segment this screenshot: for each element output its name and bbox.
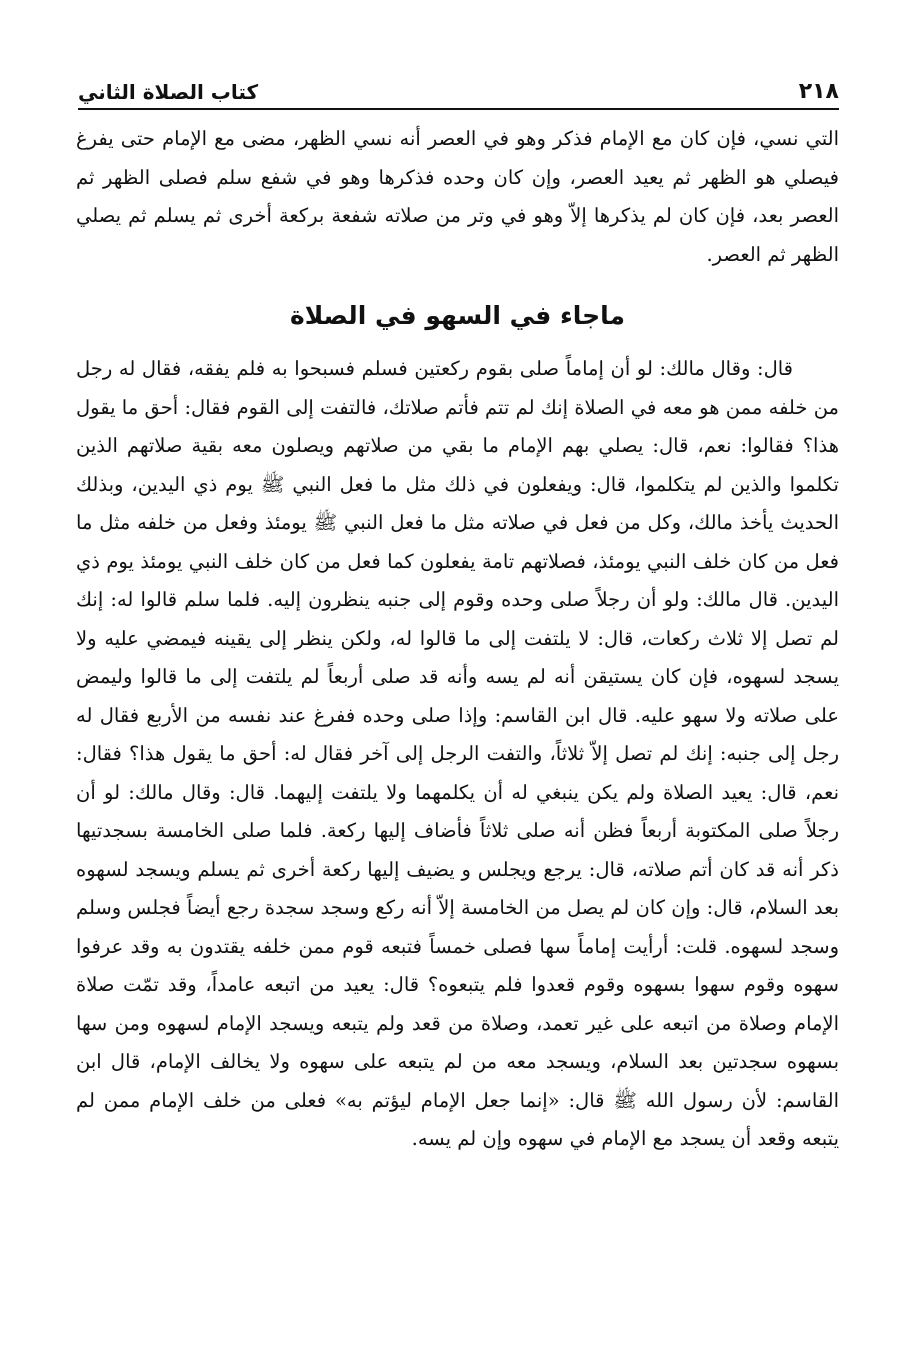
page-header — [78, 62, 839, 110]
body-paragraph: قال: وقال مالك: لو أن إماماً صلى بقوم ركعتين فسلم فسبحوا به فلم يفقه، فقال له رجل من خلفه ممن هو معه في الصلاة إنك لم تتم فأتم صلاتك، فالتفت إلى القوم فقال: أحق ما يقول هذا؟ فقالوا: نعم، قال: يصلي بهم الإمام ما بقي من صلاتهم ويصلون معه بقية صلاتهم الذين تكلموا والذين لم يتكلموا، قال: ويفعلون في ذلك مثل ما فعل النبي ﷺ يوم ذي اليدين، وبذلك الحديث يأخذ مالك، وكل من فعل في صلاته مثل ما فعل النبي ﷺ يومئذ وفعل من خلفه مثل ما فعل من كان خلف النبي يومئذ، فصلاتهم تامة يفعلون كما فعل من كان خلف النبي يومئذ يوم ذي اليدين. قال مالك: ولو أن رجلاً صلى وحده وقوم إلى جنبه ينظرون إليه. فلما سلم قالوا له: إنك لم تصل إلا ثلاث ركعات، قال: لا يلتفت إلى ما قالوا له، ولكن ينظر إلى يقينه فيمضي عليه ولا يسجد لسهوه، فإن كان يستيقن أنه لم يسه وأنه قد صلى أربعاً لم يلتفت إلى ما قالوا وليمض على صلاته ولا سهو عليه. قال ابن القاسم: وإذا صلى وحده ففرغ عند نفسه من الأربع فقال له رجل إلى جنبه: إنك لم تصل إلاّ ثلاثاً، والتفت الرجل إلى آخر فقال له: أحق ما يقول هذا؟ فقال: نعم، قال: يعيد الصلاة ولم يكن ينبغي له أن يكلمهما ولا يلتفت إليهما. قال: وقال مالك: لو أن رجلاً صلى المكتوبة أربعاً فظن أنه صلى ثلاثاً فأضاف إليها ركعة. فلما صلى الخامسة بسجدتيها ذكر أنه قد كان أتم صلاته، قال: يرجع ويجلس و يضيف إليها ركعة أخرى ثم يسلم ويسجد لسهوه بعد السلام، قال: وإن كان لم يصل من الخامسة إلاّ أنه ركع وسجد سجدة رجع أيضاً فجلس وسلم وسجد لسهوه. قلت: أرأيت إماماً سها فصلى خمساً فتبعه قوم ممن خلفه يقتدون به وقد عرفوا سهوه وقوم سهوا بسهوه وقوم قعدوا فلم يتبعوه؟ قال: يعيد من اتبعه عامداً، وقد تمّت صلاة الإمام وصلاة من اتبعه على غير تعمد، وصلاة من قعد ولم يتبعه ويسجد الإمام لسهوه ومن سها بسهوه سجدتين بعد السلام، ويسجد معه من لم يتبعه على سهوه ولا يخالف الإمام، قال ابن القاسم: لأن رسول الله ﷺ قال: «إنما جعل الإمام ليؤتم به» فعلى من خلف الإمام ممن لم يتبعه وقعد أن يسجد مع الإمام في سهوه وإن لم يسه. — [76, 357, 839, 1150]
page-number: ٢١٨ — [798, 79, 839, 104]
intro-paragraph: التي نسي، فإن كان مع الإمام فذكر وهو في العصر أنه نسي الظهر، مضى مع الإمام حتى يفرغ فيصلي هو الظهر ثم يعيد العصر، وإن كان وحده فذكرها وهو في شفع سلم فصلى الظهر ثم العصر بعد، فإن كان لم يذكرها إلاّ وهو في وتر من صلاته شفعة بركعة أخرى ثم يسلم ثم يصلي الظهر ثم العصر. — [76, 127, 839, 266]
book-title: كتاب الصلاة الثاني — [78, 80, 259, 104]
page-content — [76, 120, 839, 1159]
section-title: ماجاء في السهو في الصلاة — [289, 301, 626, 330]
